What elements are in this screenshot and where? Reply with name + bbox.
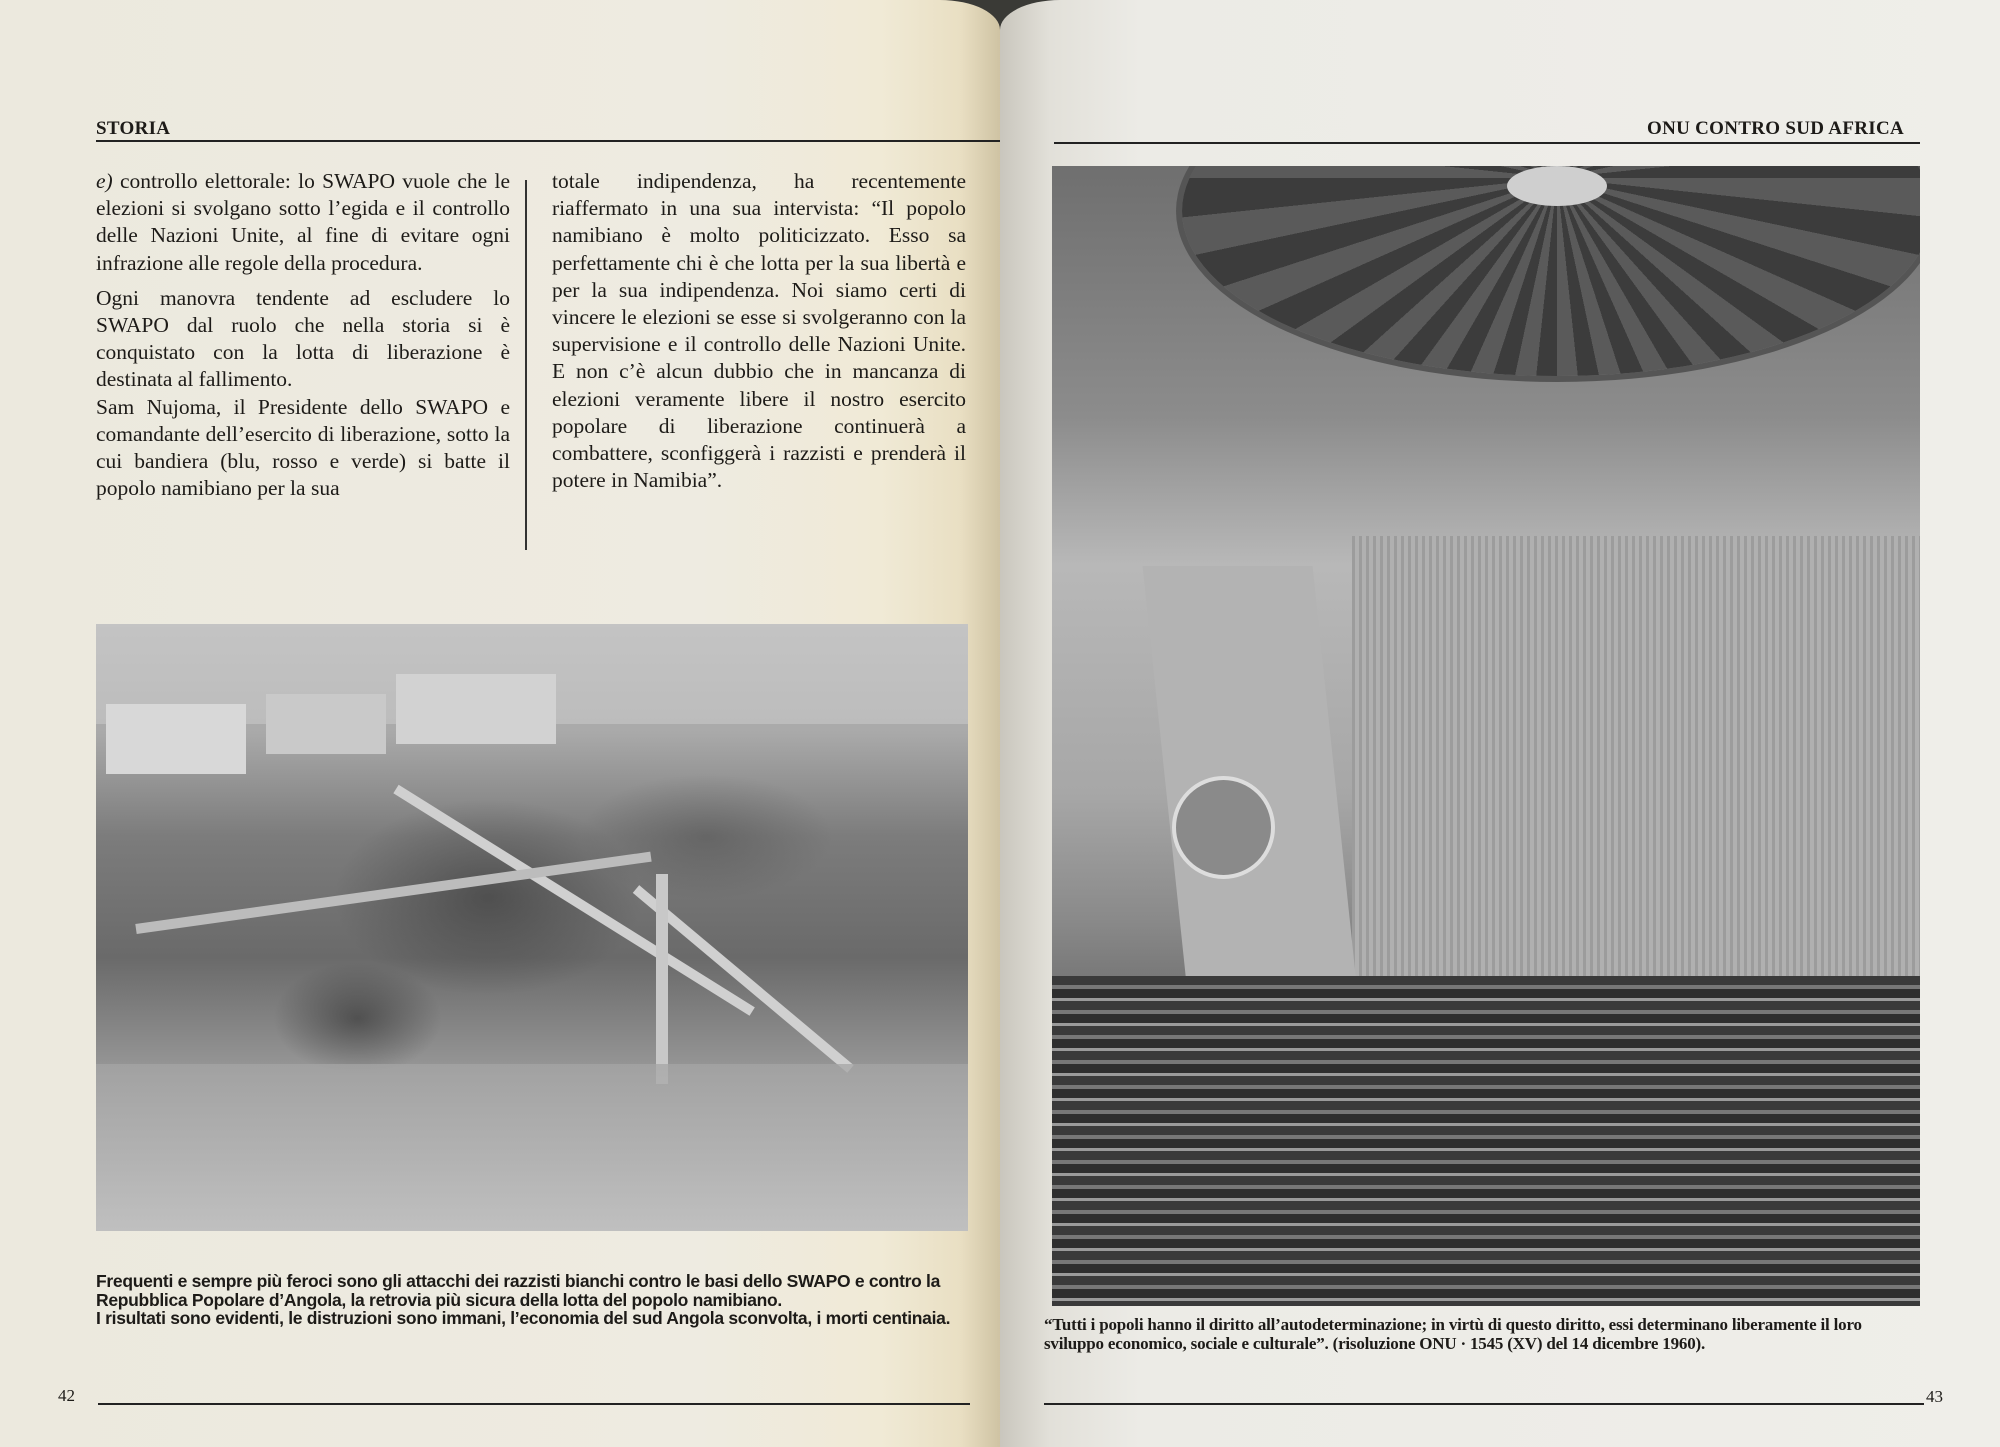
rubble-photo	[96, 624, 968, 1231]
text-column-1	[96, 168, 510, 502]
header-rule	[1054, 142, 1920, 144]
header-rule	[96, 140, 1000, 142]
text-column-2	[552, 168, 966, 494]
paragraph: e) controllo elettorale: lo SWAPO vuole che le elezioni si svolgano sotto l’egida e il controllo delle Nazioni Unite, al fine di evitare ogni infrazione alle regole della procedura.	[96, 169, 510, 275]
un-emblem	[1172, 776, 1275, 879]
paragraph: Sam Nujoma, il Presidente dello SWAPO e comandante dell’esercito di liberazione, sotto la cui bandiera (blu, rosso e verde) si batte il popolo namibiano per la sua	[96, 394, 510, 501]
un-assembly-photo	[1052, 166, 1920, 1306]
photo-caption-right: “Tutti i popoli hanno il diritto all’autodeterminazione; in virtù di questo diritto, essi determinano liberamente il loro sviluppo economico, sociale e culturale”. (risoluzione ONU · 1545 (XV) del 14 dicembre 1960).	[1044, 1315, 1862, 1353]
list-marker: e)	[96, 169, 113, 193]
right-page	[1000, 0, 2000, 1447]
running-head-right: ONU CONTRO SUD AFRICA	[1646, 118, 1904, 139]
footer-rule	[98, 1403, 970, 1405]
paragraph: totale indipendenza, ha recentemente riaffermato in una sua intervista: “Il popolo namibiano è molto politicizzato. Esso sa perfettamente chi è che lotta per la sua libertà e per la sua indipendenza. Noi siamo certi di vincere le elezioni se esse si svolgeranno con la supervisione e il controllo delle Nazioni Unite. E non c’è alcun dubbio che in mancanza di elezioni veramente libere il nostro esercito popolare di liberazione continuerà a combattere, sconfiggerà i razzisti e prenderà il potere in Namibia”.	[552, 169, 966, 493]
page-number-left: 42	[58, 1386, 75, 1405]
photo-caption-left: Frequenti e sempre più feroci sono gli attacchi dei razzisti bianchi contro le basi dello SWAPO e contro la Repubblica Popolare d’Angola, la retrovia più sicura della lotta del popolo namibiano. I risultati sono evidenti, le distruzioni sono immani, l’economia del sud Angola sconvolta, i morti centinaia.	[96, 1271, 951, 1328]
paragraph: Ogni manovra tendente ad escludere lo SWAPO dal ruolo che nella storia si è conquistato con la lotta di liberazione è destinata al fallimento.	[96, 285, 510, 392]
running-head-left: STORIA	[96, 118, 171, 139]
column-divider	[525, 180, 527, 550]
page-number-right: 43	[1926, 1387, 1943, 1406]
delegates	[1052, 976, 1920, 1306]
footer-rule	[1044, 1403, 1924, 1405]
